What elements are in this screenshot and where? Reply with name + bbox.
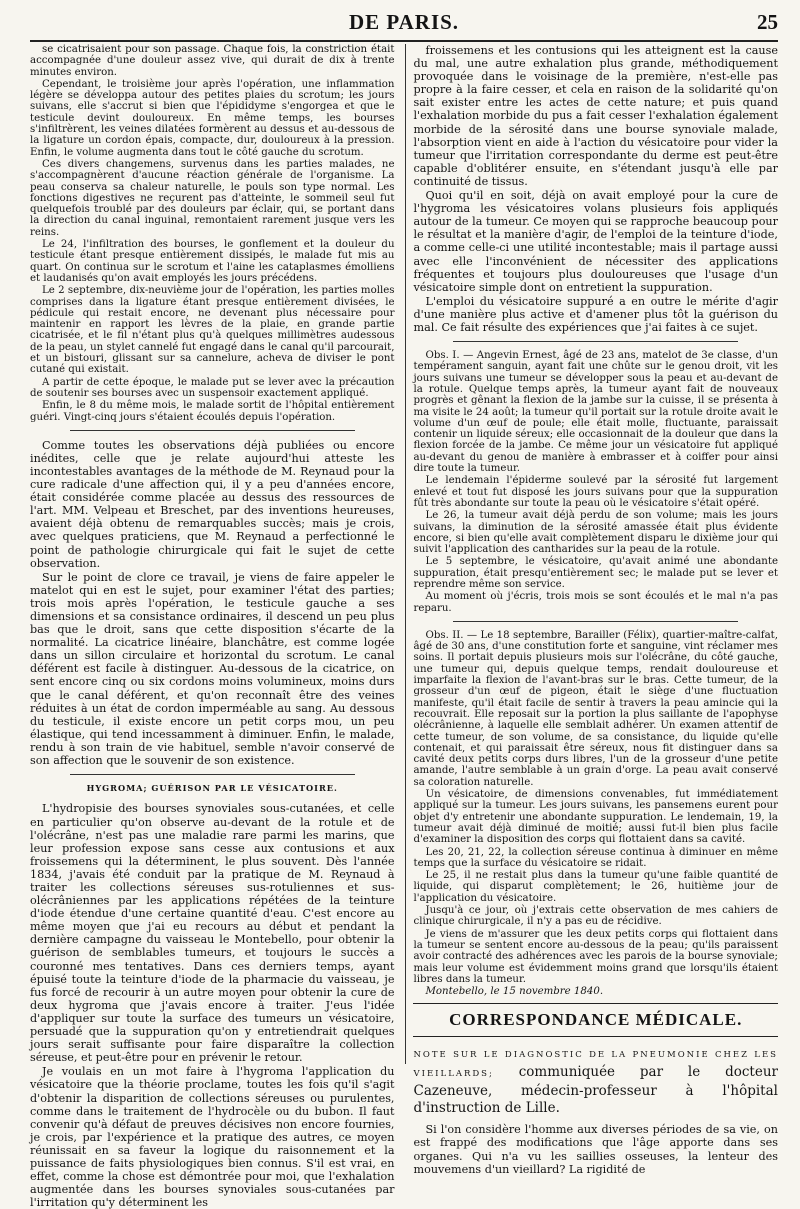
left-top-section [30, 44, 395, 423]
observation-1 [413, 350, 778, 614]
paragraph: Au moment où j'écris, trois mois se sont écoulés et le mal n'a pas reparu. [413, 591, 778, 614]
left-bottom-section [30, 802, 395, 1209]
note-title-rest: communiquée par le docteur Cazeneuve, médecin-professeur à l'hôpital d'instruction de Lille. [413, 1064, 778, 1117]
paragraph: Cependant, le troisième jour après l'opération, une inflammation légère se développa autour des petites plaies du scrotum; les jours suivans, elle s'accrut si bien que l'épididyme s'engorgea et que le testicule devint douloureux. En même temps, les bourses s'infiltrèrent, les veines dilatées formèrent au dessus et au-dessous de la ligature un cordon épais, compacte, dur, douloureux à la pression. Enfin, le volume augmenta dans tout le côté gauche du scrotum. [30, 78, 395, 158]
paragraph: Les 20, 21, 22, la collection séreuse continua à diminuer en même temps que la surface du vésicatoire se ridait. [413, 846, 778, 869]
paragraph: Obs. II. — Le 18 septembre, Barailler (Félix), quartier-maître-calfat, âgé de 30 ans, d'une constitution forte et sanguine, vint réclamer mes soins. Il portait depuis plusieurs mois sur l'olécrâne, du côté gauche, une tumeur qui, depuis quelque temps, rendait douloureuse et imparfaite la flexion de l'avant-bras sur le bras. Cette tumeur, de la grosseur d'un œuf de pigeon, était le siège d'une fluctuation manifeste, qu'il était facile de sentir à travers la peau amincie qui la recouvrait. Elle reposait sur la portion la plus saillante de l'apophyse olécrânienne, à laquelle elle semblait adhérer. Un examen attentif de cette tumeur, de son volume, de sa consistance, du liquide qu'elle contenait, et qui paraissait être séreux, nous fit distinguer dans sa cavité deux petits corps durs libres, l'un de la grosseur d'une petite amande, l'autre semblable à un grain d'orge. La peau avait conservé sa coloration naturelle. [413, 629, 778, 788]
paragraph: L'hydropisie des bourses synoviales sous-cutanées, et celle en particulier qu'on observe au-devant de la rotule et de l'olécrâne, n'est pas une maladie rare parmi les marins, que leur profession expose sans cesse aux contusions et aux froissemens qui la déterminent, le plus souvent. Dès l'année 1834, j'avais été conduit par la pratique de M. Reynaud à traiter les collections séreuses sus-rotuliennes et sus-olécrâniennes par les applications répétées de la teinture d'iode étendue d'une certaine quantité d'eau. C'est encore au même moyen que j'ai eu recours au début et pendant la dernière campagne du vaisseau le Montebello, pour obtenir la guérison de semblables tumeurs, et toujours le succès a couronné mes tentatives. Dans ces derniers temps, ayant épuisé toute la teinture d'iode de la pharmacie du vaisseau, je fus forcé de recourir à un autre moyen pour obtenir la cure de deux hygroma que j'avais encore à traiter. J'eus l'idée d'appliquer sur toute la surface des tumeurs un vésicatoire, persuadé que la suppuration qu'on y entretiendrait quelques jours serait suffisante pour faire disparaître la collection séreuse, et peut-être pour en prévenir le retour. [30, 802, 395, 1065]
left-column [30, 44, 395, 1209]
observation-2 [413, 630, 778, 985]
paragraph: L'emploi du vésicatoire suppuré a en outre le mérite d'agir d'une manière plus active et d'amener plus tôt la guérison du mal. Ce fait résulte des expériences que j'ai faites à ce sujet. [413, 294, 778, 334]
paragraph: Le 5 septembre, le vésicatoire, qu'avait animé une abondante suppuration, était presqu'entièrement sec; le malade put se lever et reprendre même son service. [413, 556, 778, 590]
page-number: 25 [757, 10, 778, 34]
left-mid-section [30, 439, 395, 767]
page-header [30, 10, 778, 42]
page-header-title: DE PARIS. [348, 10, 460, 34]
section-divider [453, 341, 738, 342]
column-rule [405, 44, 406, 1064]
paragraph: Le 25, il ne restait plus dans la tumeur qu'une faible quantité de liquide, qui disparut complètement; le 26, huitième jour de l'application du vésicatoire. [413, 870, 778, 904]
paragraph: Un vésicatoire, de dimensions convenables, fut immédiatement appliqué sur la tumeur. Les jours suivans, les pansemens eurent pour objet d'y entretenir une abondante suppuration. Le lendemain, 19, la tumeur avait déjà diminué de moitié; aussi fut-il bien plus facile d'examiner la disposition des corps qui flottaient dans sa cavité. [413, 789, 778, 846]
paragraph: Quoi qu'il en soit, déjà on avait employé pour la cure de l'hygroma les vésicatoires volans plusieurs fois appliqués autour de la tumeur. Ce moyen qui se rapproche beaucoup pour le résultat et la manière d'agir, de l'emploi de la teinture d'iode, a comme celle-ci une utilité incontestable; mais il partage aussi avec elle l'inconvénient de nécessiter des applications fréquentes et toujours plus douloureuses que l'usage d'un vésicatoire simple dont on entretient la suppuration. [413, 189, 778, 294]
section-divider [70, 774, 355, 775]
paragraph: Ces divers changemens, survenus dans les parties malades, ne s'accompagnèrent d'aucune réaction générale de l'organisme. La peau conserva sa chaleur naturelle, le pouls son type normal. Les fonctions digestives ne reçurent pas d'atteinte, le sommeil seul fut quelquefois troublé par des douleurs par éclair, qui, se portant dans la direction du canal inguinal, remontaient rarement jusque vers les reins. [30, 158, 395, 238]
paragraph: Sur le point de clore ce travail, je viens de faire appeler le matelot qui en est le sujet, pour examiner l'état des parties; trois mois après l'opération, le testicule gauche a ses dimensions et sa consistance ordinaires, il descend un peu plus bas que le droit, sans que cette disposition s'écarte de la normalité. La cicatrice linéaire, blanchâtre, est comme logée dans un sillon circulaire et horizontal du scrotum. Le canal déférent est facile à distinguer. Au-dessous de la cicatrice, on sent encore cinq ou six cordons moins volumineux, moins durs que le canal déférent, et qu'on reconnaît être des veines réduites à un état de cordon imperméable au sang. Au dessous du testicule, il existe encore un petit corps mou, un peu élastique, qui tend incessamment à diminuer. Enfin, le malade, rendu à son train de vie habituel, semble n'avoir conservé de son affection que le souvenir de son existence. [30, 570, 395, 768]
right-column [413, 44, 778, 1176]
columns [30, 44, 778, 1209]
paragraph: Je voulais en un mot faire à l'hygroma l'application du vésicatoire que la théorie proclame, toutes les fois qu'il s'agit d'obtenir la disparition de collections séreuses ou purulentes, comme dans le traitement de l'hydrocèle ou du bubon. Il faut convenir qu'à défaut de preuves décisives non encore fournies, je crois, par l'expérience et la pratique des autres, ce moyen réunissait en sa faveur la logique du raisonnement et la puissance de faits physiologiques bien connus. S'il est vrai, en effet, comme la chose est démontrée pour moi, que l'exhalation augmentée dans les bourses synoviales sous-cutanées par l'irritation qu'y déterminent les [30, 1065, 395, 1209]
paragraph: Le 24, l'infiltration des bourses, le gonflement et la douleur du testicule étant presque entièrement dissipés, le malade fut mis au quart. On continua sur le scrotum et l'aine les cataplasmes émolliens et laudanisés qu'on avait employés les jours précédens. [30, 239, 395, 284]
paragraph: Si l'on considère l'homme aux diverses périodes de sa vie, on est frappé des modifications que l'âge apporte dans ses organes. Qui n'a vu les saillies osseuses, la lenteur des mouvemens d'un vieillard? La rigidité de [413, 1123, 778, 1176]
paragraph: se cicatrisaient pour son passage. Chaque fois, la constriction était accompagnée d'une douleur assez vive, qui durait de dix à trente minutes environ. [30, 44, 395, 78]
paragraph: froissemens et les contusions qui les atteignent est la cause du mal, une autre exhalation plus grande, méthodiquement provoquée dans le voisinage de la première, n'est-elle pas propre à la faire cesser, et cela en raison de la solidarité qu'on sait exister entre les actes de cette nature; et puis quand l'exhalation morbide du pus a fait cesser l'exhalation également morbide de la sérosité dans une bourse synoviale malade, l'absorption vient en aide à l'action du vésicatoire pour vider la tumeur que l'irritation correspondante du derme est peut-être capable d'oblitérer ensuite, en s'étendant jusqu'à elle par continuité de tissus. [413, 44, 778, 188]
paragraph: Je viens de m'assurer que les deux petits corps qui flottaient dans la tumeur se sentent encore au-dessous de la peau; qu'ils paraissent avoir contracté des adhérences avec les parois de la bourse synoviale; mais leur volume est évidemment moins grand que lorsqu'ils étaient libres dans la tumeur. [413, 928, 778, 985]
signature-line: Montebello, le 15 novembre 1840. [425, 986, 604, 998]
section-title: CORRESPONDANCE MÉDICALE. [413, 1003, 778, 1037]
paragraph: Jusqu'à ce jour, où j'extrais cette observation de mes cahiers de clinique chirurgicale, il n'y a pas eu de récidive. [413, 905, 778, 928]
note-title [413, 1045, 778, 1117]
paragraph: Le lendemain l'épiderme soulevé par la sérosité fut largement enlevé et tout fut disposé les jours suivans pour que la suppuration fût très abondante sur toute la peau où le vésicatoire s'était opéré. [413, 475, 778, 509]
paragraph: Obs. I. — Angevin Ernest, âgé de 23 ans, matelot de 3e classe, d'un tempérament sanguin, ayant fait une chûte sur le genou droit, vit les jours suivans une tumeur se développer sous la peau et au-devant de la rotule. Quelque temps après, la tumeur ayant fait de nouveaux progrès et gênant la flexion de la jambe sur la cuisse, il se présenta à ma visite le 24 août; la tumeur qu'il portait sur la rotule droite avait le volume d'un œuf de poule; elle était molle, fluctuante, paraissait contenir un liquide séreux; elle occasionnait de la douleur que dans la flexion forcée de la jambe. Ce même jour un vésicatoire fut appliqué au-devant du genou de manière à embrasser et à coiffer pour ainsi dire toute la tumeur. [413, 350, 778, 475]
section-divider [70, 430, 355, 431]
section-divider [453, 621, 738, 622]
paragraph: A partir de cette époque, le malade put se lever avec la précaution de soutenir ses bourses avec un suspensoir exactement appliqué. [30, 376, 395, 399]
note-title-caps: NOTE SUR LE DIAGNOSTIC DE LA PNEUMONIE CHEZ LES VIEILLARDS; [413, 1050, 778, 1080]
right-top-section [413, 44, 778, 334]
paragraph: Comme toutes les observations déjà publiées ou encore inédites, celle que je relate aujourd'hui atteste les incontestables avantages de la méthode de M. Reynaud pour la cure radicale d'une affection qui, il y a peu d'années encore, était considérée comme placée au dessus des ressources de l'art. MM. Velpeau et Breschet, par des inventions heureuses, avaient déjà obtenu de remarquables succès; mais je crois, avec quelques praticiens, que M. Reynaud a perfectionné le point de pathologie chirurgicale qui fait le sujet de cette observation. [30, 438, 395, 570]
article-subtitle: HYGROMA; GUÉRISON PAR LE VÉSICATOIRE. [86, 783, 338, 794]
paragraph: Le 26, la tumeur avait déjà perdu de son volume; mais les jours suivans, la diminution de la sérosité amassée était plus évidente encore, si bien qu'elle avait complètement disparu le dixième jour qui suivit l'application des cantharides sur la peau de la rotule. [413, 510, 778, 556]
paragraph: Le 2 septembre, dix-neuvième jour de l'opération, les parties molles comprises dans la ligature étant presque entièrement divisées, le pédicule qui restait encore, ne devenant plus nécessaire pour maintenir en rapport les lèvres de la plaie, en grande partie cicatrisée, et le fil n'étant plus qu'à quelques millimètres audessous de la peau, un stylet cannelé fut engagé dans le canal qu'il parcourait, et un bistouri, glissant sur sa cannelure, acheva de diviser le pont cutané qui existait. [30, 285, 395, 376]
paragraph: Enfin, le 8 du même mois, le malade sortit de l'hôpital entièrement guéri. Vingt-cinq jours s'étaient écoulés depuis l'opération. [30, 400, 395, 423]
